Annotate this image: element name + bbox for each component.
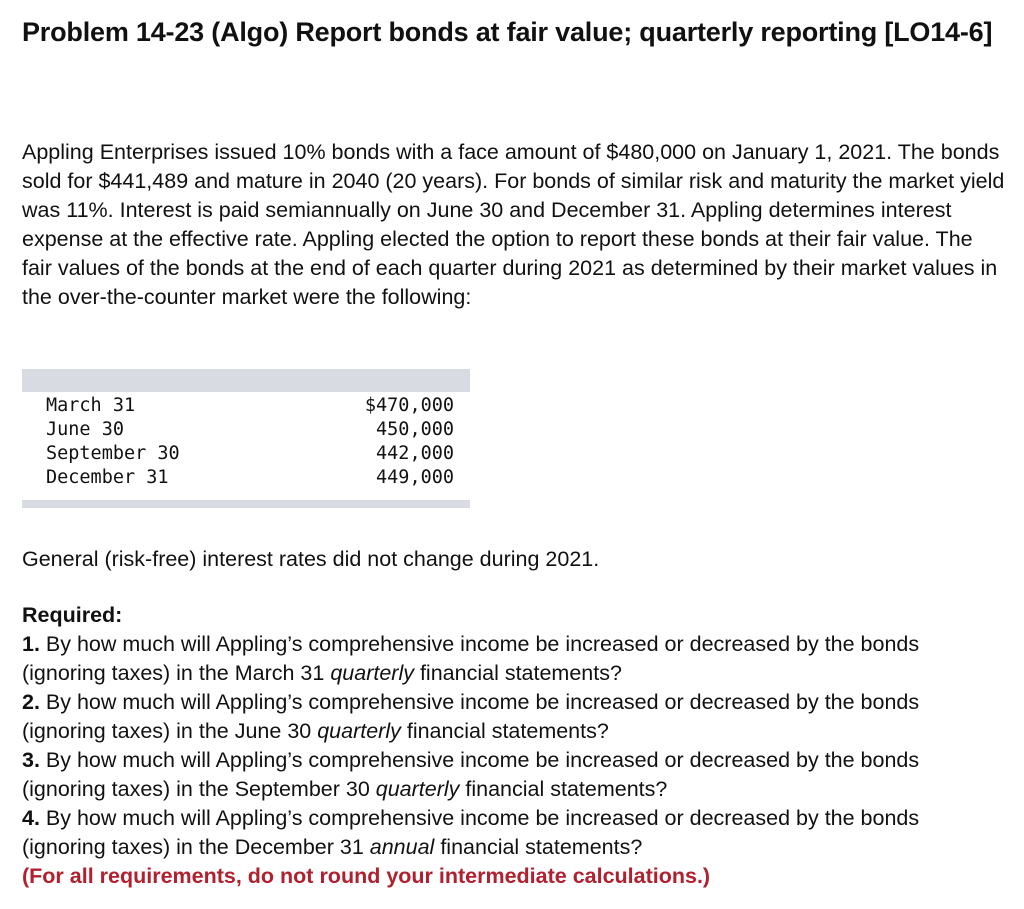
requirement-text: financial statements? [400,719,609,743]
required-heading: Required: [22,603,123,627]
row-value: $470,000 [364,395,454,416]
requirement-number: 4. [22,806,40,830]
table-row [22,394,470,418]
row-value: 442,000 [376,443,454,464]
requirement-emphasis: quarterly [375,777,460,801]
row-date: June 30 [46,419,124,440]
table-row [22,466,470,490]
requirement-text: By how much will Appling’s comprehensive income be increased or decreased by the bonds (ignoring taxes) in the March 31 [22,632,920,685]
table-header-bar [22,369,470,392]
requirement-text: financial statements? [434,835,643,859]
row-value: 449,000 [376,467,454,488]
requirement-emphasis: annual [369,835,435,859]
requirement-number: 1. [22,632,40,656]
rounding-warning: (For all requirements, do not round your intermediate calculations.) [22,864,711,888]
requirement-number: 3. [22,748,40,772]
interest-rate-note: General (risk-free) interest rates did not change during 2021. [22,547,600,571]
requirement-item [22,630,1007,688]
problem-description: Appling Enterprises issued 10% bonds with a face amount of $480,000 on January 1, 2021. The bonds sold for $441,489 and mature in 2040 (20 years). For bonds of similar risk and maturity the market yield was 11%. Interest is paid semiannually on June 30 and December 31. Appling determines interest expense at the effective rate. Appling elected the option to report these bonds at their fair value. The fair values of the bonds at the end of each quarter during 2021 as determined by their market values in the over-the-counter market were the following: [22,140,1005,309]
row-date: March 31 [46,395,136,416]
requirement-text: By how much will Appling’s comprehensive income be increased or decreased by the bonds (ignoring taxes) in the June 30 [22,690,920,743]
requirement-text: By how much will Appling’s comprehensive income be increased or decreased by the bonds (ignoring taxes) in the September 30 [22,748,920,801]
requirement-number: 2. [22,690,40,714]
table-footer-bar [22,500,470,508]
requirement-text: By how much will Appling’s comprehensive income be increased or decreased by the bonds (ignoring taxes) in the December 31 [22,806,920,859]
requirements-section [22,601,1007,891]
row-date: December 31 [46,467,169,488]
fair-value-table [22,369,470,508]
requirement-text: financial statements? [459,777,668,801]
requirement-text: financial statements? [413,661,622,685]
table-row [22,418,470,442]
requirement-emphasis: quarterly [330,661,414,685]
page-title: Problem 14-23 (Algo) Report bonds at fair value; quarterly reporting [LO14-6] [22,17,993,47]
row-date: September 30 [46,443,180,464]
requirement-item [22,746,1007,804]
requirement-emphasis: quarterly [317,719,401,743]
row-value: 450,000 [376,419,454,440]
requirement-item [22,804,1007,862]
requirement-item [22,688,1007,746]
table-row [22,442,470,466]
